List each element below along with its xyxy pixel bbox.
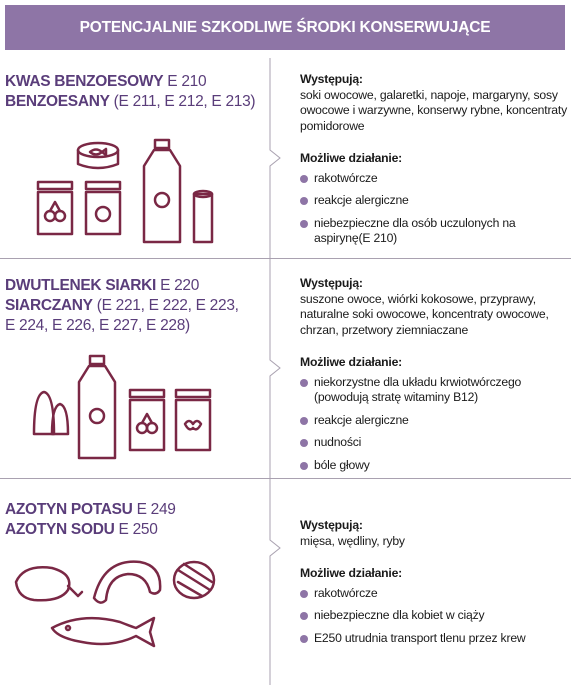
list-item: niebezpieczne dla osób uczulonych na aspirynę(E 210) bbox=[300, 216, 568, 247]
effects-label: Możliwe działanie: bbox=[300, 355, 403, 369]
section-title: DWUTLENEK SIARKI E 220 SIARCZANY (E 221, E 222, E 223, E 224, E 226, E 227, E 228) bbox=[5, 277, 239, 334]
effects-label: Możliwe działanie: bbox=[300, 151, 403, 165]
effects-list bbox=[300, 586, 568, 647]
section-divider bbox=[269, 58, 285, 258]
meat-sausage-fish-illustration bbox=[12, 556, 222, 674]
section-details bbox=[300, 518, 568, 653]
occurs-label: Występują: bbox=[300, 518, 363, 532]
section-divider bbox=[269, 258, 285, 478]
occurs-label: Występują: bbox=[300, 276, 363, 290]
list-item: reakcje alergiczne bbox=[300, 413, 568, 429]
list-item: rakotwórcze bbox=[300, 171, 568, 187]
section-benzoic bbox=[0, 58, 571, 258]
section-sulfur bbox=[0, 258, 571, 478]
occurs-text: soki owocowe, galaretki, napoje, margaryny, sosy owocowe i warzywne, konserwy rybne, koncentraty pomidorowe bbox=[300, 87, 567, 133]
section-details bbox=[300, 276, 568, 480]
jars-bottle-can-illustration bbox=[30, 138, 220, 248]
list-item: rakotwórcze bbox=[300, 586, 568, 602]
header-title: POTENCJALNIE SZKODLIWE ŚRODKI KONSERWUJĄCE bbox=[79, 18, 491, 36]
effects-list bbox=[300, 375, 568, 474]
page-header bbox=[5, 5, 565, 50]
effects-label: Możliwe działanie: bbox=[300, 566, 403, 580]
effects-list bbox=[300, 171, 568, 247]
section-details bbox=[300, 72, 568, 254]
list-item: reakcje alergiczne bbox=[300, 193, 568, 209]
section-title: KWAS BENZOESOWY E 210 BENZOESANY (E 211, E 212, E 213) bbox=[5, 73, 256, 110]
list-item: nudności bbox=[300, 435, 568, 451]
occurs-label: Występują: bbox=[300, 72, 363, 86]
list-item: niebezpieczne dla kobiet w ciąży bbox=[300, 608, 568, 624]
section-nitrite bbox=[0, 478, 571, 685]
list-item: niekorzystne dla układu krwiotwórczego (powodują stratę witaminy B12) bbox=[300, 375, 568, 406]
section-title: AZOTYN POTASU E 249 AZOTYN SODU E 250 bbox=[5, 501, 176, 538]
section-divider bbox=[269, 478, 285, 685]
list-item: E250 utrudnia transport tlenu przez krew bbox=[300, 631, 568, 647]
occurs-text: mięsa, wędliny, ryby bbox=[300, 533, 405, 548]
list-item: bóle głowy bbox=[300, 458, 568, 474]
occurs-text: suszone owoce, wiórki kokosowe, przyprawy, naturalne soki owocowe, koncentraty owocowe, chrzan, przetwory ziemniaczane bbox=[300, 291, 549, 337]
shakers-bottle-jars-illustration bbox=[30, 354, 220, 464]
